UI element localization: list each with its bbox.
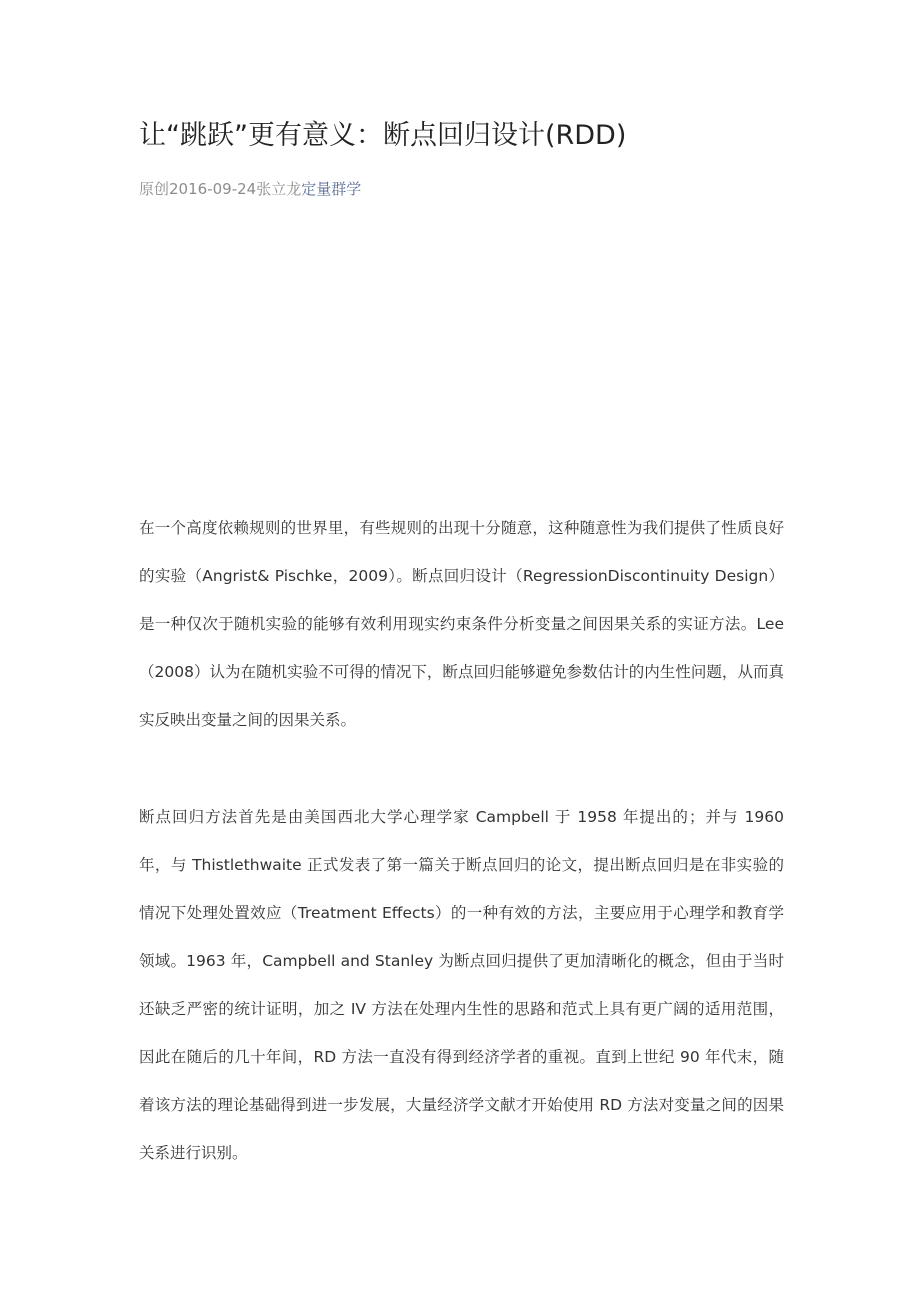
original-tag: 原创 [139, 180, 170, 198]
account-name-link[interactable]: 定量群学 [301, 180, 362, 198]
author-name: 张立龙 [256, 180, 302, 198]
blank-image-area [139, 220, 784, 490]
paragraph-history: 断点回归方法首先是由美国西北大学心理学家 Campbell 于 1958 年提出的；并与 1960 年，与 Thistlethwaite 正式发表了第一篇关于断点回归的论文，提出断点回归是在非实验的情况下处理处置效应（Treatment Effects）的一种有效的方法，主要应用于心理学和教育学领域。1963 年，Campbell and Stanley 为断点回归提供了更加清晰化的概念，但由于当时还缺乏严密的统计证明，加之 IV 方法在处理内生性的思路和范式上具有更广阔的适用范围，因此在随后的几十年间，RD 方法一直没有得到经济学者的重视。直到上世纪 90 年代末，随着该方法的理论基础得到进一步发展，大量经济学文献才开始使用 RD 方法对变量之间的因果关系进行识别。 [139, 808, 784, 1162]
article-title: 让“跳跃”更有意义：断点回归设计(RDD) [139, 120, 627, 151]
article-meta [139, 176, 361, 202]
publish-date: 2016-09-24 [169, 180, 257, 198]
paragraph-intro: 在一个高度依赖规则的世界里，有些规则的出现十分随意，这种随意性为我们提供了性质良好的实验（Angrist& Pischke，2009）。断点回归设计（RegressionDiscontinuity Design）是一种仅次于随机实验的能够有效利用现实约束条件分析变量之间因果关系的实证方法。Lee（2008）认为在随机实验不可得的情况下，断点回归能够避免参数估计的内生性问题，从而真实反映出变量之间的因果关系。 [139, 519, 784, 729]
